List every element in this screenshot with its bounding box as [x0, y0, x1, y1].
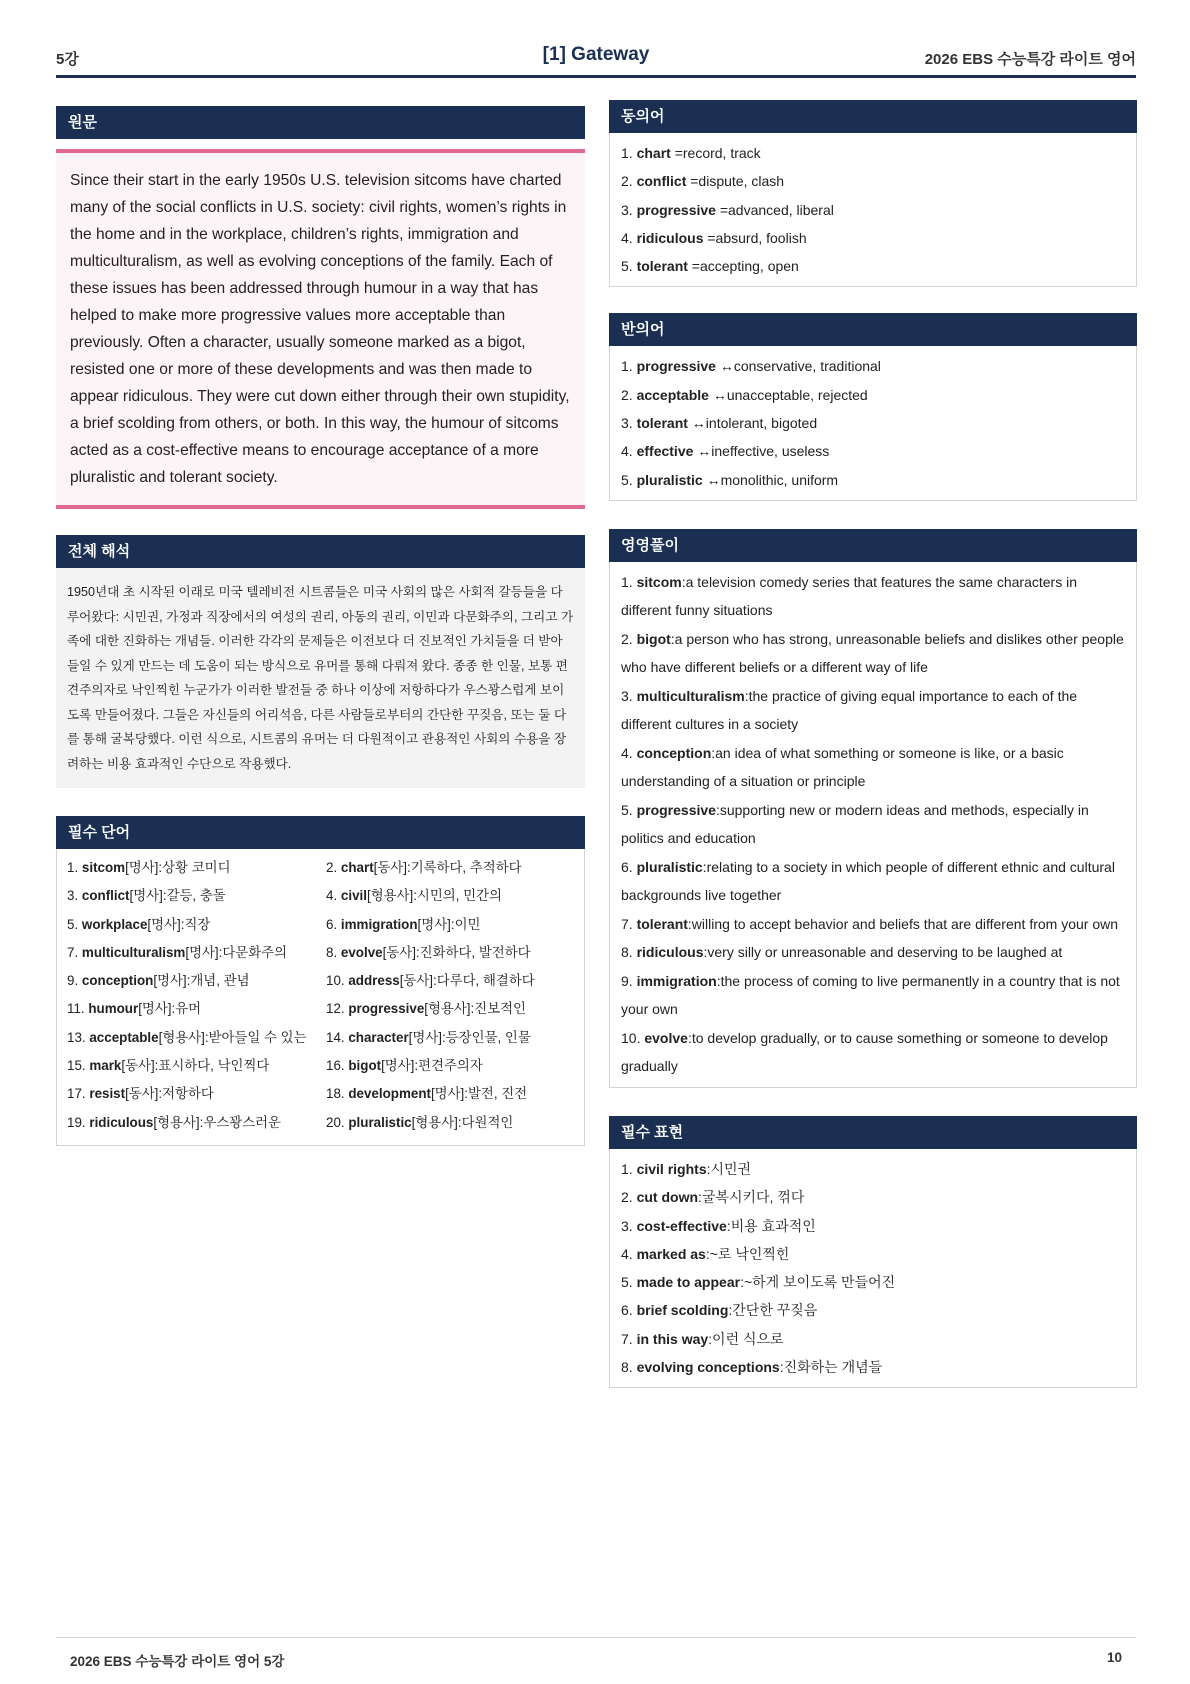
antonym-item — [621, 409, 1125, 437]
expression-item-term: in this way — [636, 1330, 709, 1347]
antonym-item-text: ↔intolerant, bigoted — [687, 415, 818, 432]
word-meaning: [명사]:상황 코미디 — [125, 860, 231, 875]
expression-item-text: :비용 효과적인 — [726, 1217, 816, 1234]
word-item — [326, 911, 576, 939]
word-number: 10. — [326, 973, 345, 989]
synonym-item — [621, 252, 1125, 280]
antonym-item-text: ↔unacceptable, rejected — [708, 386, 868, 403]
antonym-item-text: ↔ineffective, useless — [693, 443, 830, 460]
translation-text: 1950년대 초 시작된 이래로 미국 텔레비전 시트콤들은 미국 사회의 많은 사회적 갈등들을 다루어왔다: 시민권, 가정과 직장에서의 여성의 권리, 아동의 권리, 이민과 다문화주의, 그리고 가족에 대한 진화하는 개념들. 이러한 각각의 문제들은 이전보다 더 진보적인 가치들을 더 받아들일 수 있게 만드는 데 도움이 되는 방식으로 유머를 통해 다뤄져 왔다. 종종 한 인물, 보통 편견주의자로 낙인찍힌 누군가가 이러한 발전들 중 하나 이상에 저항하다가 우스꽝스럽게 보이도록 만들어졌다. 그들은 자신들의 어리석음, 다른 사람들로부터의 간단한 꾸짖음, 또는 둘 다를 통해 굴복당했다. 이런 식으로, 시트콤의 유머는 더 다원적이고 관용적인 사회의 수용을 장려하는 비용 효과적인 수단으로 작용했다. — [56, 568, 585, 788]
antonym-item — [621, 437, 1125, 465]
word-item — [67, 854, 326, 882]
word-number: 20. — [326, 1114, 345, 1130]
word-term: multiculturalism — [81, 944, 186, 960]
translation-heading: 전체 해석 — [56, 535, 585, 568]
expression-item — [621, 1325, 1125, 1353]
antonyms-section — [609, 313, 1137, 500]
word-meaning: [동사]:다루다, 해결하다 — [399, 973, 535, 989]
page-header — [56, 44, 1136, 78]
antonym-item — [621, 352, 1125, 380]
definitions-section — [609, 529, 1137, 1088]
word-number: 15. — [67, 1058, 86, 1074]
word-number: 19. — [67, 1114, 86, 1130]
word-number: 14. — [326, 1029, 345, 1045]
synonym-item-term: conflict — [636, 173, 687, 190]
definition-item — [621, 1024, 1125, 1081]
word-number: 17. — [67, 1086, 86, 1102]
definitions-heading: 영영풀이 — [609, 529, 1137, 562]
word-meaning: [형용사]:우스꽝스러운 — [153, 1114, 281, 1130]
expression-item-number: 6. — [621, 1302, 633, 1319]
word-term: workplace — [81, 916, 148, 932]
expression-item — [621, 1155, 1125, 1183]
antonym-item-term: pluralistic — [636, 471, 703, 488]
book-title: 2026 EBS 수능특강 라이트 영어 — [924, 51, 1136, 68]
expression-item — [621, 1353, 1125, 1381]
page-title: [1] Gateway — [542, 44, 650, 65]
word-item — [326, 1052, 576, 1080]
synonym-item — [621, 139, 1125, 167]
word-item — [67, 1052, 326, 1080]
word-number: 2. — [326, 860, 338, 875]
word-term: mark — [89, 1058, 122, 1074]
definition-item-text: :supporting new or modern ideas and methods, especially in politics and education — [621, 801, 1089, 847]
expression-item-term: made to appear — [636, 1274, 741, 1291]
definition-item-term: progressive — [636, 801, 716, 818]
translation-section — [56, 535, 585, 788]
lesson-label: 5강 — [56, 51, 79, 68]
word-term: evolve — [340, 944, 383, 960]
expression-item-number: 5. — [621, 1274, 633, 1291]
definition-item-term: sitcom — [636, 573, 682, 590]
definition-item-number: 2. — [621, 630, 633, 647]
definition-item-text: :the process of coming to live permanently in a country that is not your own — [621, 972, 1120, 1018]
antonym-item — [621, 381, 1125, 409]
word-meaning: [명사]:발전, 진전 — [430, 1086, 528, 1102]
definition-item-number: 3. — [621, 687, 633, 704]
page-number: 10 — [1106, 1650, 1122, 1665]
definition-item — [621, 967, 1125, 1024]
antonym-item-number: 1. — [621, 358, 633, 375]
definition-item-term: ridiculous — [636, 944, 704, 961]
synonym-item-text: =advanced, liberal — [715, 201, 834, 218]
expression-item-term: marked as — [636, 1245, 706, 1262]
synonym-item-term: chart — [636, 145, 671, 161]
word-number: 9. — [67, 973, 79, 989]
definition-item-term: multiculturalism — [636, 687, 745, 704]
word-item — [326, 939, 576, 967]
definition-item — [621, 910, 1125, 939]
antonym-item — [621, 466, 1125, 494]
antonyms-list — [609, 346, 1137, 500]
expression-item-term: civil rights — [636, 1160, 707, 1177]
word-meaning: [명사]:유머 — [138, 1001, 202, 1017]
synonym-item-text: =accepting, open — [687, 258, 799, 275]
word-item — [67, 1080, 326, 1108]
definition-item-term: evolve — [644, 1029, 688, 1046]
expression-item — [621, 1212, 1125, 1240]
word-item — [326, 1024, 576, 1052]
expression-item — [621, 1240, 1125, 1268]
synonym-item — [621, 167, 1125, 195]
word-number: 12. — [326, 1001, 345, 1017]
definition-item-text: :a person who has strong, unreasonable beliefs and dislikes other people who have different beliefs or a different way of life — [621, 630, 1124, 676]
word-term: chart — [340, 860, 374, 875]
synonym-item-text: =dispute, clash — [686, 173, 785, 190]
definitions-list — [609, 562, 1137, 1088]
expression-item-text: :시민권 — [706, 1160, 752, 1177]
definition-item — [621, 938, 1125, 967]
definition-item-number: 1. — [621, 573, 633, 590]
word-term: address — [348, 973, 400, 989]
words-list — [67, 854, 574, 1137]
word-number: 16. — [326, 1058, 345, 1074]
word-term: sitcom — [81, 860, 126, 875]
word-meaning: [명사]:다문화주의 — [185, 944, 288, 960]
synonym-item-text: =absurd, foolish — [703, 229, 807, 246]
definition-item-text: :relating to a society in which people of different ethnic and cultural backgrounds live together — [621, 858, 1115, 904]
synonym-item-number: 2. — [621, 173, 633, 190]
word-term: acceptable — [89, 1029, 159, 1045]
expression-item-number: 8. — [621, 1359, 633, 1376]
antonym-item-term: tolerant — [636, 415, 688, 432]
expression-item-number: 2. — [621, 1189, 633, 1206]
synonym-item-text: =record, track — [670, 145, 761, 161]
expressions-heading: 필수 표현 — [609, 1116, 1137, 1149]
expressions-section — [609, 1116, 1137, 1388]
word-meaning: [명사]:이민 — [417, 916, 481, 932]
antonym-item-text: ↔monolithic, uniform — [702, 471, 839, 488]
definition-item — [621, 625, 1125, 682]
original-section — [56, 106, 585, 509]
word-meaning: [동사]:저항하다 — [125, 1086, 214, 1102]
antonym-item-number: 4. — [621, 443, 633, 460]
definition-item-text: :a television comedy series that features the same characters in different funny situations — [621, 573, 1078, 619]
word-number: 7. — [67, 944, 79, 960]
expression-item-term: brief scolding — [636, 1302, 729, 1319]
expression-item-text: :굴복시키다, 꺾다 — [698, 1189, 805, 1206]
expression-item-text: :~하게 보이도록 만들어진 — [740, 1274, 896, 1291]
definition-item-number: 5. — [621, 801, 633, 818]
word-number: 6. — [326, 916, 338, 932]
footer-book-title: 2026 EBS 수능특강 라이트 영어 5강 — [70, 1654, 285, 1669]
right-column — [609, 100, 1137, 1388]
synonym-item-number: 4. — [621, 229, 633, 246]
synonym-item-number: 3. — [621, 201, 633, 218]
word-meaning: [동사]:기록하다, 추적하다 — [373, 860, 522, 875]
word-item — [326, 995, 576, 1023]
word-number: 5. — [67, 916, 79, 932]
definition-item-term: tolerant — [636, 915, 688, 932]
expression-item-term: cost-effective — [636, 1217, 727, 1234]
word-term: pluralistic — [348, 1114, 412, 1130]
original-heading: 원문 — [56, 106, 585, 139]
left-column — [56, 100, 585, 1146]
word-number: 4. — [326, 888, 338, 904]
word-term: resist — [89, 1086, 126, 1102]
synonym-item — [621, 224, 1125, 252]
word-number: 11. — [67, 1001, 85, 1017]
expression-item-text: :이런 식으로 — [708, 1330, 784, 1347]
expression-item — [621, 1183, 1125, 1211]
word-item — [326, 1080, 576, 1108]
word-item — [67, 882, 326, 910]
expression-item — [621, 1296, 1125, 1324]
definition-item — [621, 853, 1125, 910]
word-term: progressive — [348, 1001, 425, 1017]
antonym-item-term: effective — [636, 443, 694, 460]
word-meaning: [동사]:진화하다, 발전하다 — [382, 944, 531, 960]
word-item — [67, 939, 326, 967]
definition-item-number: 9. — [621, 972, 633, 989]
words-section — [56, 816, 585, 1146]
original-text: Since their start in the early 1950s U.S. television sitcoms have charted many of the social conflicts in U.S. society: civil rights, women’s rights in the home and in the workplace, children’s rights, immigration and multiculturalism, as well as evolving conceptions of the family. Each of these issues has been addressed through humour in a way that has helped to make more progressive values more acceptable than previously. Often a character, usually someone marked as a bigot, resisted one or more of these developments and was then made to appear ridiculous. They were cut down either through their own stupidity, a brief scolding from others, or both. In this way, the humour of sitcoms acted as a cost-effective means to encourage acceptance of a more pluralistic and tolerant society. — [56, 149, 585, 509]
words-heading: 필수 단어 — [56, 816, 585, 849]
synonyms-section — [609, 100, 1137, 287]
synonym-item-term: tolerant — [636, 258, 688, 275]
synonym-item-term: progressive — [636, 201, 716, 218]
expression-item-text: :간단한 꾸짖음 — [728, 1302, 818, 1319]
word-number: 13. — [67, 1029, 86, 1045]
expression-item-text: :진화하는 개념들 — [779, 1359, 883, 1376]
antonym-item-term: progressive — [636, 358, 716, 375]
synonym-item-number: 1. — [621, 145, 633, 161]
definition-item-number: 8. — [621, 944, 633, 961]
word-meaning: [명사]:등장인물, 인물 — [408, 1029, 531, 1045]
expression-item — [621, 1268, 1125, 1296]
word-term: immigration — [340, 916, 418, 932]
word-number: 1. — [67, 860, 79, 875]
expressions-list — [609, 1149, 1137, 1388]
definition-item-term: bigot — [636, 630, 671, 647]
word-meaning: [명사]:편견주의자 — [381, 1058, 483, 1074]
expression-item-term: cut down — [636, 1189, 699, 1206]
word-item — [326, 854, 576, 882]
definition-item-number: 4. — [621, 744, 633, 761]
word-number: 3. — [67, 888, 79, 904]
synonyms-list — [609, 133, 1137, 287]
word-meaning: [동사]:표시하다, 낙인찍다 — [121, 1058, 270, 1074]
expression-item-number: 4. — [621, 1245, 633, 1262]
definition-item-text: :to develop gradually, or to cause something or someone to develop gradually — [621, 1029, 1108, 1075]
word-item — [67, 1109, 326, 1137]
definition-item-term: pluralistic — [636, 858, 703, 875]
word-item — [67, 967, 326, 995]
antonym-item-number: 5. — [621, 471, 633, 488]
antonym-item-number: 3. — [621, 415, 633, 432]
word-meaning: [명사]:갈등, 충돌 — [129, 888, 226, 904]
antonym-item-number: 2. — [621, 386, 633, 403]
word-term: bigot — [348, 1058, 382, 1074]
word-term: conception — [81, 973, 154, 989]
word-meaning: [형용사]:받아들일 수 있는 — [158, 1029, 307, 1045]
word-item — [326, 1109, 576, 1137]
definition-item — [621, 739, 1125, 796]
definition-item-text: :very silly or unreasonable and deserving to be laughed at — [703, 944, 1063, 961]
synonym-item-number: 5. — [621, 258, 633, 275]
word-meaning: [형용사]:다원적인 — [411, 1114, 514, 1130]
antonyms-heading: 반의어 — [609, 313, 1137, 346]
expression-item-term: evolving conceptions — [636, 1359, 780, 1376]
expression-item-number: 7. — [621, 1330, 633, 1347]
page-footer — [56, 1637, 1136, 1669]
word-number: 8. — [326, 944, 338, 960]
definition-item-term: conception — [636, 744, 712, 761]
word-meaning: [형용사]:시민의, 민간의 — [366, 888, 502, 904]
antonym-item-text: ↔conservative, traditional — [715, 358, 881, 375]
word-term: ridiculous — [89, 1114, 154, 1130]
word-number: 18. — [326, 1086, 345, 1102]
definition-item-number: 6. — [621, 858, 633, 875]
expression-item-number: 3. — [621, 1217, 633, 1234]
word-term: civil — [340, 888, 367, 904]
definition-item-text: :willing to accept behavior and beliefs that are different from your own — [687, 915, 1119, 932]
word-term: character — [348, 1029, 409, 1045]
word-meaning: [형용사]:진보적인 — [424, 1001, 526, 1017]
definition-item-text: :an idea of what something or someone is like, or a basic understanding of a situation or principle — [621, 744, 1064, 790]
synonym-item-term: ridiculous — [636, 229, 704, 246]
definition-item — [621, 568, 1125, 625]
synonyms-heading: 동의어 — [609, 100, 1137, 133]
definition-item-term: immigration — [636, 972, 717, 989]
definition-item-number: 7. — [621, 915, 633, 932]
word-term: humour — [88, 1001, 139, 1017]
word-term: conflict — [81, 888, 130, 904]
word-item — [67, 995, 326, 1023]
antonym-item-term: acceptable — [636, 386, 709, 403]
definition-item-number: 10. — [621, 1029, 641, 1046]
definition-item-text: :the practice of giving equal importance to each of the different cultures in a society — [621, 687, 1078, 733]
word-item — [67, 1024, 326, 1052]
word-meaning: [명사]:개념, 관념 — [153, 973, 250, 989]
expression-item-number: 1. — [621, 1160, 633, 1177]
word-item — [326, 967, 576, 995]
expression-item-text: :~로 낙인찍힌 — [705, 1245, 790, 1262]
definition-item — [621, 682, 1125, 739]
word-meaning: [명사]:직장 — [147, 916, 211, 932]
definition-item — [621, 796, 1125, 853]
word-item — [326, 882, 576, 910]
word-item — [67, 911, 326, 939]
synonym-item — [621, 196, 1125, 224]
word-term: development — [348, 1086, 431, 1102]
